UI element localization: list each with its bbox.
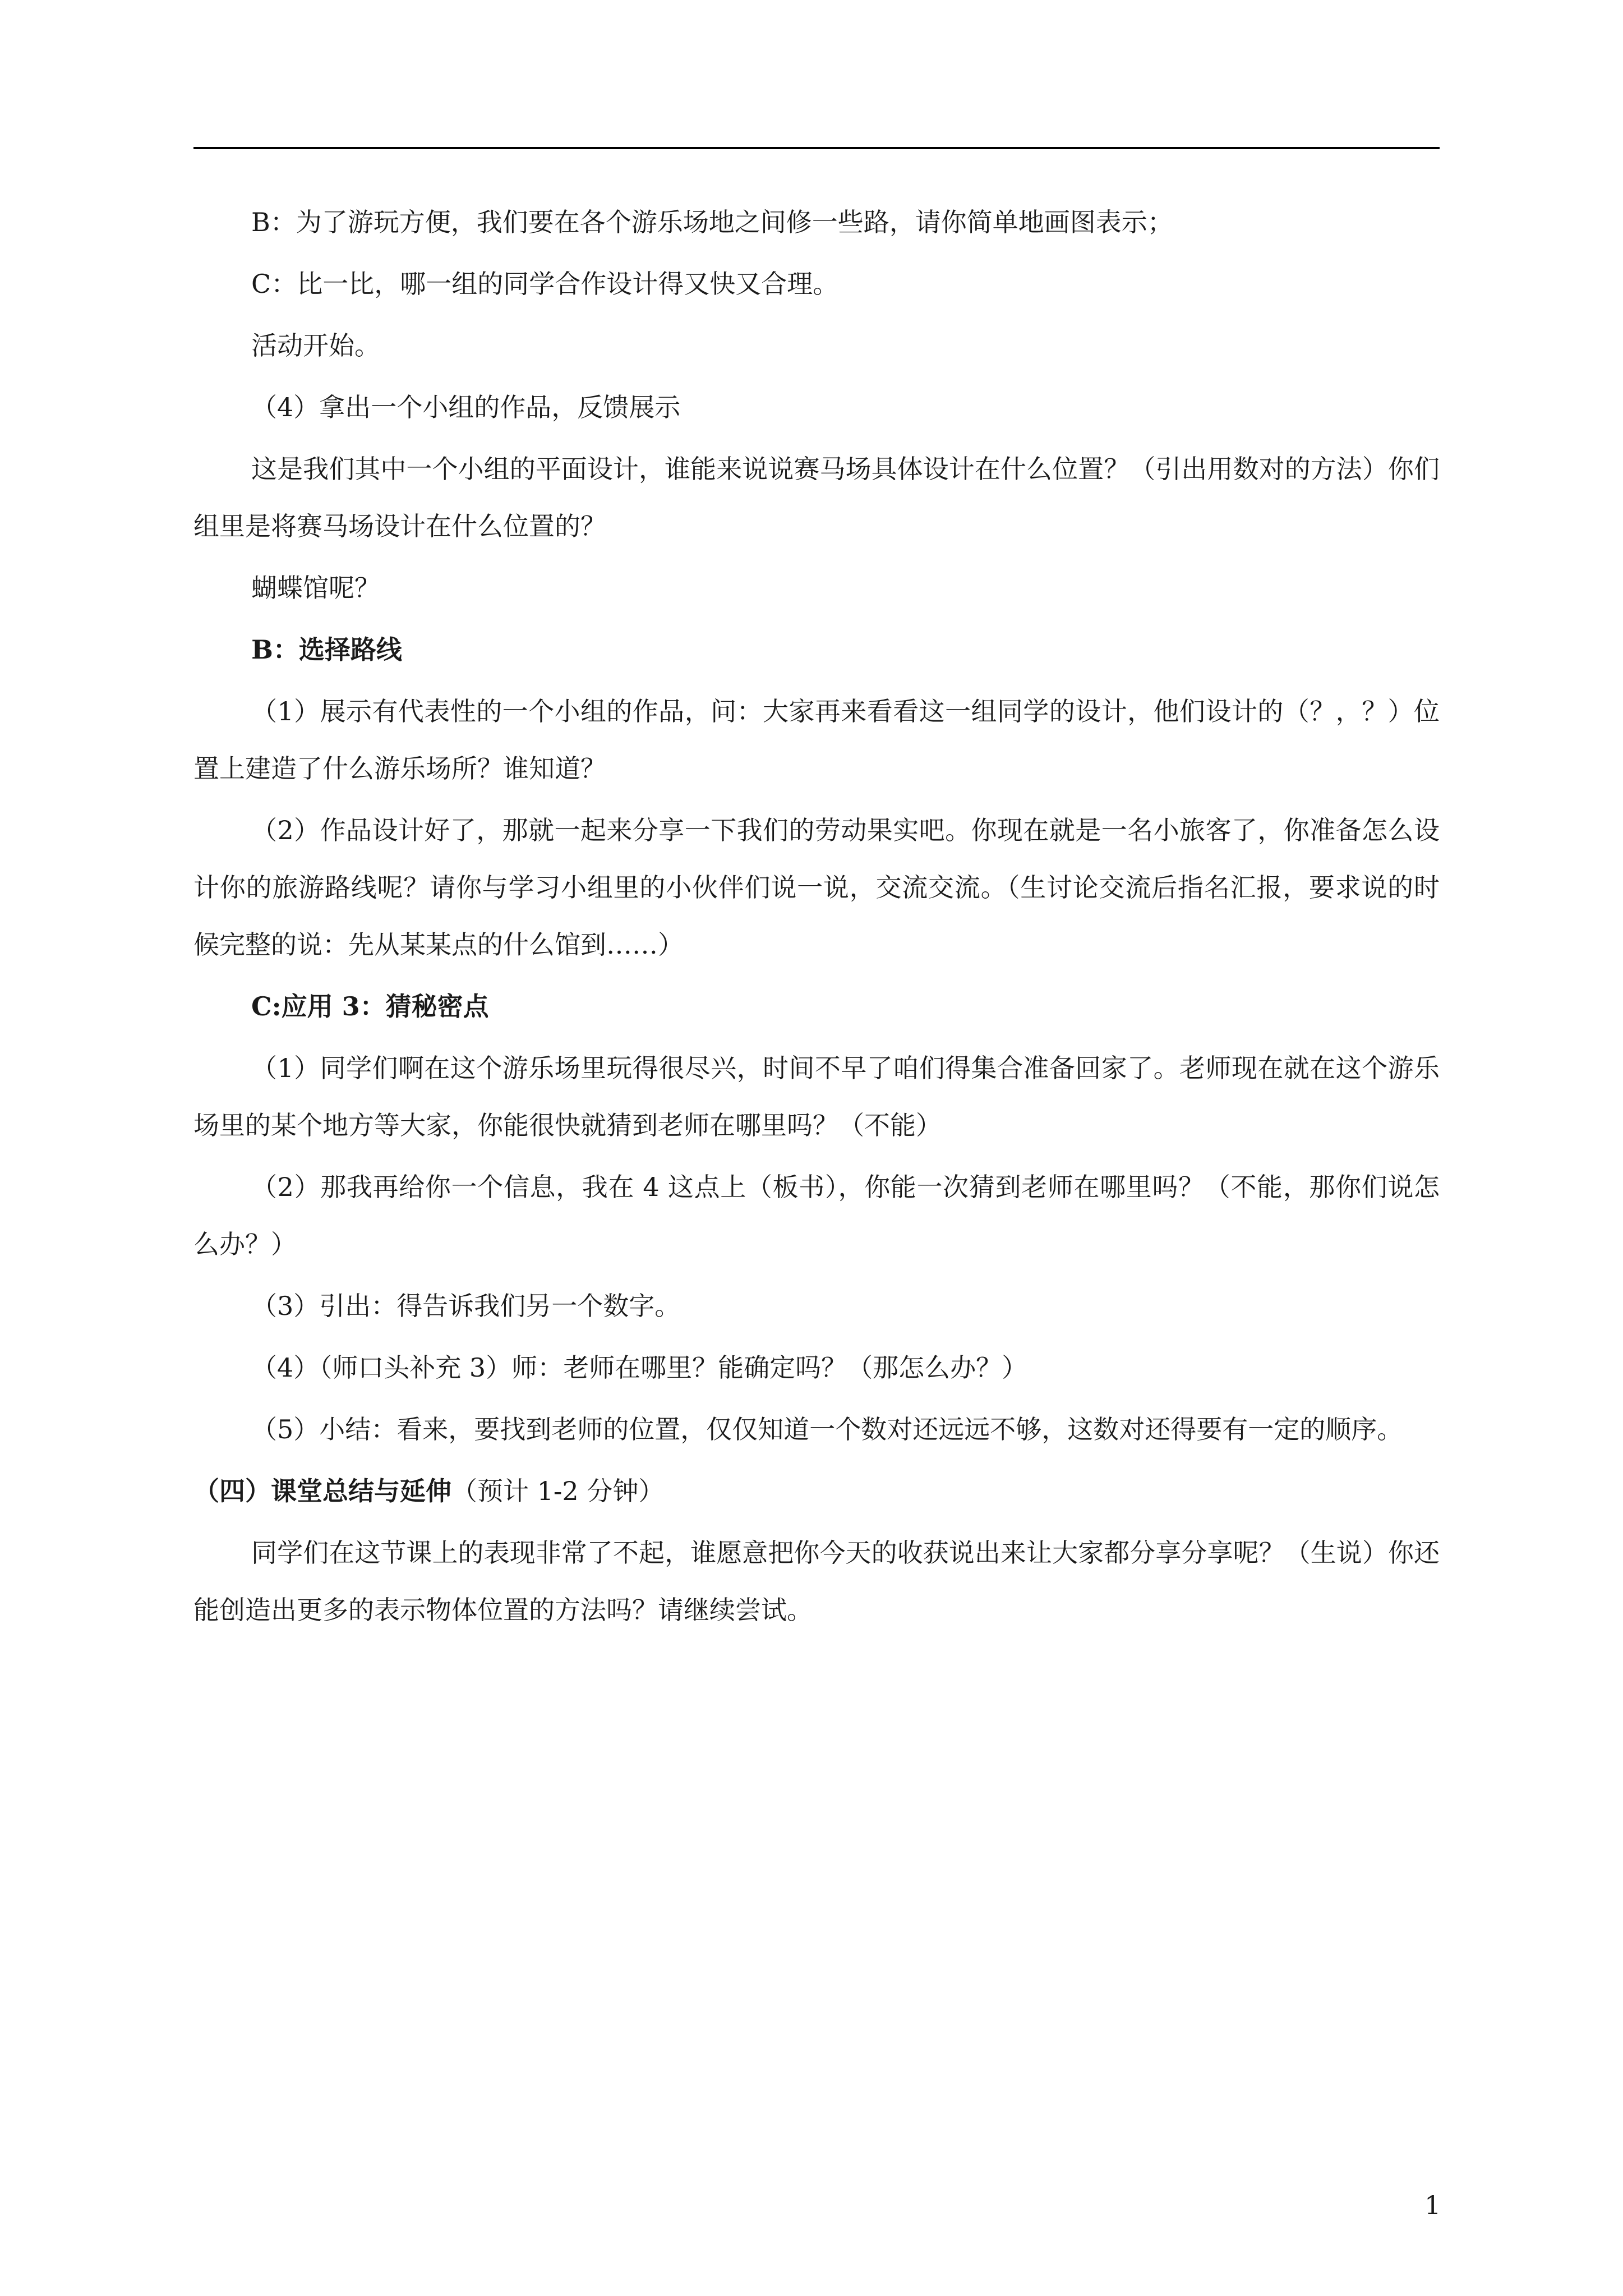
- page-number: 1: [1424, 2190, 1441, 2220]
- section-heading-title: （四）课堂总结与延伸: [193, 1476, 451, 1506]
- paragraph: （2）作品设计好了，那就一起来分享一下我们的劳动果实吧。你现在就是一名小旅客了，你准备怎么设计你的旅游路线呢？请你与学习小组里的小伙伴们说一说，交流交流。（生讨论交流后指名汇报，要求说的时候完整的说：先从某某点的什么馆到……）: [193, 815, 1440, 960]
- subsection-heading: C:应用 3：猜秘密点: [251, 991, 489, 1022]
- section-heading: [193, 1462, 1440, 1520]
- paragraph: （4）（师口头补充 3）师：老师在哪里？能确定吗？（那怎么办？）: [251, 1352, 1028, 1383]
- paragraph: （1）展示有代表性的一个小组的作品，问：大家再来看看这一组同学的设计，他们设计的（？，？）位置上建造了什么游乐场所？谁知道？: [193, 696, 1440, 784]
- paragraph: （4）拿出一个小组的作品，反馈展示: [251, 392, 681, 422]
- paragraph: 这是我们其中一个小组的平面设计，谁能来说说赛马场具体设计在什么位置？（引出用数对的方法）你们组里是将赛马场设计在什么位置的？: [193, 454, 1440, 541]
- paragraph: （5）小结：看来，要找到老师的位置，仅仅知道一个数对还远远不够，这数对还得要有一定的顺序。: [251, 1414, 1403, 1444]
- paragraph: B：为了游玩方便，我们要在各个游乐场地之间修一些路，请你简单地画图表示；: [251, 207, 1173, 237]
- paragraph: （1）同学们啊在这个游乐场里玩得很尽兴，时间不早了咱们得集合准备回家了。老师现在就在这个游乐场里的某个地方等大家，你能很快就猜到老师在哪里吗？（不能）: [193, 1053, 1440, 1140]
- header-rule: [193, 147, 1440, 149]
- paragraph: （2）那我再给你一个信息，我在 4 这点上（板书），你能一次猜到老师在哪里吗？（不能，那你们说怎么办？）: [193, 1172, 1440, 1259]
- paragraph: （3）引出：得告诉我们另一个数字。: [251, 1291, 681, 1321]
- paragraph: 蝴蝶馆呢？: [251, 573, 380, 603]
- paragraph: 活动开始。: [251, 330, 380, 361]
- subsection-heading: B：选择路线: [251, 634, 402, 665]
- section-heading-duration: （预计 1-2 分钟）: [451, 1476, 665, 1506]
- document-body: [193, 194, 1440, 1643]
- paragraph: C：比一比，哪一组的同学合作设计得又快又合理。: [251, 269, 839, 299]
- closing-paragraph: 同学们在这节课上的表现非常了不起，谁愿意把你今天的收获说出来让大家都分享分享呢？（生说）你还能创造出更多的表示物体位置的方法吗？请继续尝试。: [193, 1538, 1440, 1625]
